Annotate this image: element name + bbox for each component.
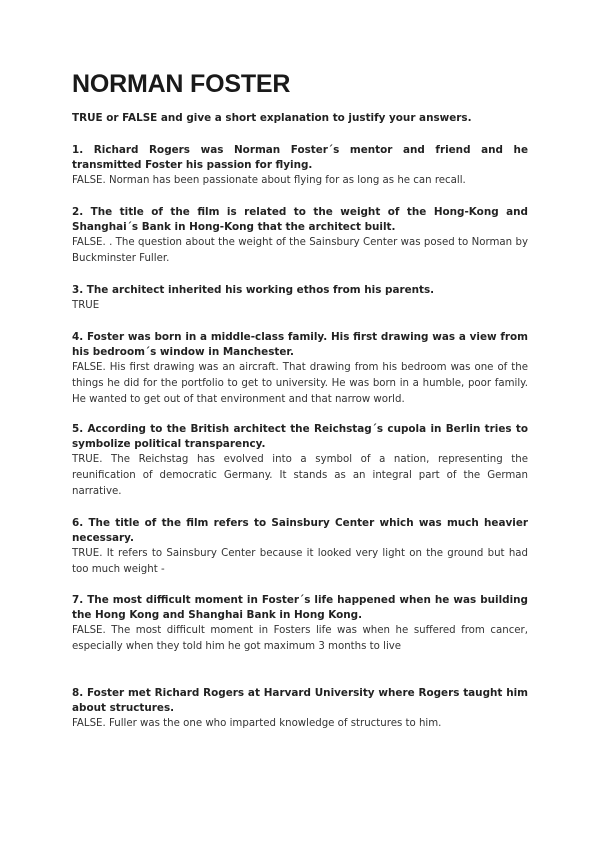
page-title: NORMAN FOSTER — [72, 70, 291, 98]
question-item-4 — [72, 330, 528, 408]
answer-text: TRUE. The Reichstag has evolved into a symbol of a nation, representing the reunification of democratic Germany. It stands as an integral part of the German narrative. — [72, 454, 528, 497]
answer-text: FALSE. . The question about the weight of the Sainsbury Center was posed to Norman by Buckminster Fuller. — [72, 237, 528, 264]
question-text: 6. The title of the film refers to Sainsbury Center which was much heavier necessary. — [72, 517, 528, 544]
question-text: 8. Foster met Richard Rogers at Harvard University where Rogers taught him about structures. — [72, 687, 528, 714]
question-item-7 — [72, 593, 528, 655]
answer-text: FALSE. Fuller was the one who imparted knowledge of structures to him. — [72, 718, 442, 729]
instructions: TRUE or FALSE and give a short explanation to justify your answers. — [72, 112, 472, 124]
answer-text: TRUE — [72, 300, 100, 311]
question-item-5 — [72, 422, 528, 500]
question-text: 2. The title of the film is related to the weight of the Hong-Kong and Shanghai´s Bank in Hong-Kong that the architect built. — [72, 206, 528, 233]
question-text: 7. The most difficult moment in Foster´s life happened when he was building the Hong Kong and Shanghai Bank in Hong Kong. — [72, 594, 528, 621]
answer-text: FALSE. Norman has been passionate about flying for as long as he can recall. — [72, 175, 466, 186]
question-text: 5. According to the British architect the Reichstag´s cupola in Berlin tries to symbolize political transparency. — [72, 423, 528, 450]
question-text: 4. Foster was born in a middle-class family. His first drawing was a view from his bedroom´s window in Manchester. — [72, 331, 528, 358]
question-item-3 — [72, 283, 528, 314]
question-text: 3. The architect inherited his working ethos from his parents. — [72, 284, 435, 296]
question-item-8 — [72, 686, 528, 732]
question-item-1 — [72, 143, 528, 189]
question-item-6 — [72, 516, 528, 578]
answer-text: TRUE. It refers to Sainsbury Center because it looked very light on the ground but had too much weight - — [72, 548, 528, 575]
question-text: 1. Richard Rogers was Norman Foster´s mentor and friend and he transmitted Foster his passion for flying. — [72, 144, 528, 171]
answer-text: FALSE. The most difficult moment in Fosters life was when he suffered from cancer, especially when they told him he got maximum 3 months to live — [72, 625, 528, 652]
answer-text: FALSE. His first drawing was an aircraft. That drawing from his bedroom was one of the things he did for the portfolio to get to university. He was born in a humble, poor family. He wanted to get out of that environment and that narrow world. — [72, 362, 528, 405]
question-item-2 — [72, 205, 528, 267]
